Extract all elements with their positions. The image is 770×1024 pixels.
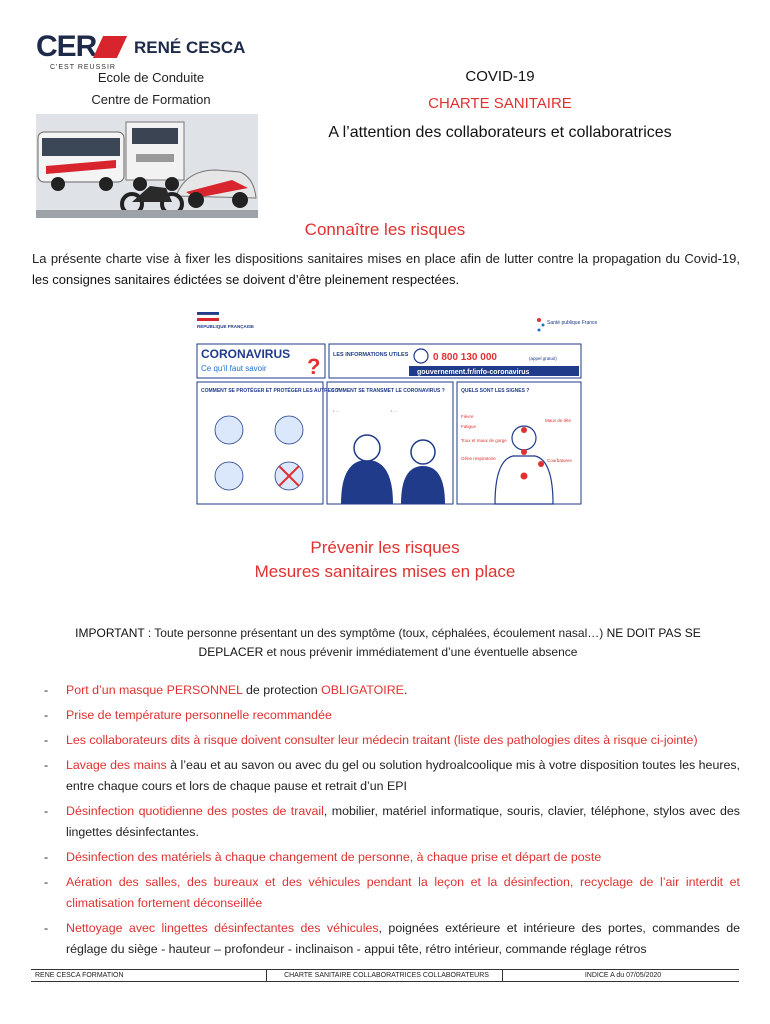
svg-text:• …: • …	[391, 408, 398, 413]
important-notice	[44, 624, 732, 662]
footer-company: RENE CESCA FORMATION	[31, 970, 267, 981]
title-audience: A l’attention des collaborateurs et collaboratrices	[328, 124, 672, 141]
footer-document: CHARTE SANITAIRE COLLABORATRICES COLLABORATEURS	[267, 970, 503, 981]
poster-phone: 0 800 130 000	[433, 352, 497, 363]
poster-col3-title: QUELS SONT LES SIGNES ?	[461, 388, 530, 394]
svg-text:• …: • …	[333, 408, 340, 413]
poster-info-title: LES INFORMATIONS UTILES	[333, 352, 409, 358]
poster-sign-3: Toux et maux de gorge	[461, 438, 507, 443]
intro-emphasis: les consignes sanitaires édictées se doivent d’être pleinement respectées.	[32, 272, 460, 287]
poster-sign-4: Fatigue	[461, 424, 477, 429]
important-label: IMPORTANT	[75, 626, 145, 640]
logo-subtitle-1: Ecole de Conduite	[97, 70, 205, 85]
title-charte: CHARTE SANITAIRE	[428, 95, 572, 112]
section-title-risks: Connaître les risques	[304, 220, 466, 239]
poster-sign-1: Maux de tête	[545, 418, 572, 423]
rule-item: - Prise de température personnelle recommandée	[44, 708, 332, 722]
document-title-block	[290, 62, 710, 142]
poster-url: gouvernement.fr/info-coronavirus	[417, 369, 530, 376]
sanitary-rules-list	[44, 680, 740, 964]
title-covid: COVID-19	[465, 68, 535, 85]
section-title-prevent: Prévenir les risques	[310, 538, 460, 557]
poster-col1-title: COMMENT SE PROTÉGER ET PROTÉGER LES AUTRES ?	[201, 388, 339, 394]
coronavirus-info-poster	[195, 310, 598, 506]
rule-item: - Lavage des mains à l’eau et au savon ou avec du gel ou solution hydroalcoolique mis à votre disposition toutes les heures, entre chaque cours et lors de chaque pause et retrait d’un EPI	[44, 758, 740, 793]
important-emphasis: NE DOIT PAS SE DEPLACER	[198, 626, 701, 659]
poster-subtitle: Ce qu'il faut savoir	[201, 364, 267, 373]
rule-item: - Désinfection des matériels à chaque changement de personne, à chaque prise et départ de poste	[44, 850, 602, 864]
svg-text:?: ?	[307, 354, 321, 379]
important-text-1: : Toute personne présentant un des symptôme (toux, céphalées, écoulement nasal…)	[144, 626, 607, 640]
important-text-2: et nous prévenir immédiatement d’une éventuelle absence	[263, 645, 578, 659]
poster-sign-2: Courbatures	[547, 458, 572, 463]
rule-item: - Nettoyage avec lingettes désinfectantes des véhicules, poignées extérieure et intérieure des portes, commandes de réglage du siège - hauteur – profondeur - inclinaison - appui tête, rétro intérieur, commande réglage rétros	[44, 921, 741, 956]
poster-sante-label: Santé publique France	[547, 320, 598, 326]
logo-company-name: RENÉ CESCA	[134, 38, 246, 57]
intro-text: La présente charte vise à fixer les dispositions sanitaires mises en place afin de lutter contre la propagation du Covid-19,	[32, 251, 740, 266]
company-logo	[36, 30, 258, 188]
poster-sign-0: Fièvre	[461, 414, 474, 419]
poster-sign-5: Gêne respiratoire	[461, 456, 496, 461]
poster-gov-label: RÉPUBLIQUE FRANÇAISE	[197, 324, 255, 329]
rule-item: - Les collaborateurs dits à risque doivent consulter leur médecin traitant (liste des pathologies dites à risque ci-jointe)	[44, 733, 698, 747]
vehicles-photo	[36, 114, 258, 218]
poster-title: CORONAVIRUS	[201, 347, 291, 361]
poster-col2-title: COMMENT SE TRANSMET LE CORONAVIRUS ?	[331, 388, 445, 394]
logo-tagline: C'EST REUSSIR	[50, 64, 116, 71]
rule-item: - Port d’un masque PERSONNEL de protection OBLIGATOIRE.	[44, 683, 408, 697]
section-title-measures: Mesures sanitaires mises en place	[254, 562, 516, 581]
rule-item: - Désinfection quotidienne des postes de travail, mobilier, matériel informatique, souris, clavier, téléphone, stylos avec des lingettes désinfectantes.	[44, 804, 740, 839]
footer-index: INDICE A du 07/05/2020	[584, 972, 662, 979]
logo-brand: CER	[36, 30, 122, 64]
page-footer	[31, 969, 739, 982]
logo-subtitle-2: Centre de Formation	[91, 92, 211, 107]
poster-phone-note: (appel gratuit)	[529, 356, 557, 361]
intro-paragraph	[32, 248, 740, 290]
rule-item: - Aération des salles, des bureaux et des véhicules pendant la leçon et la désinfection, recyclage de l’air interdit et climatisation fortement déconseillée	[44, 875, 740, 910]
